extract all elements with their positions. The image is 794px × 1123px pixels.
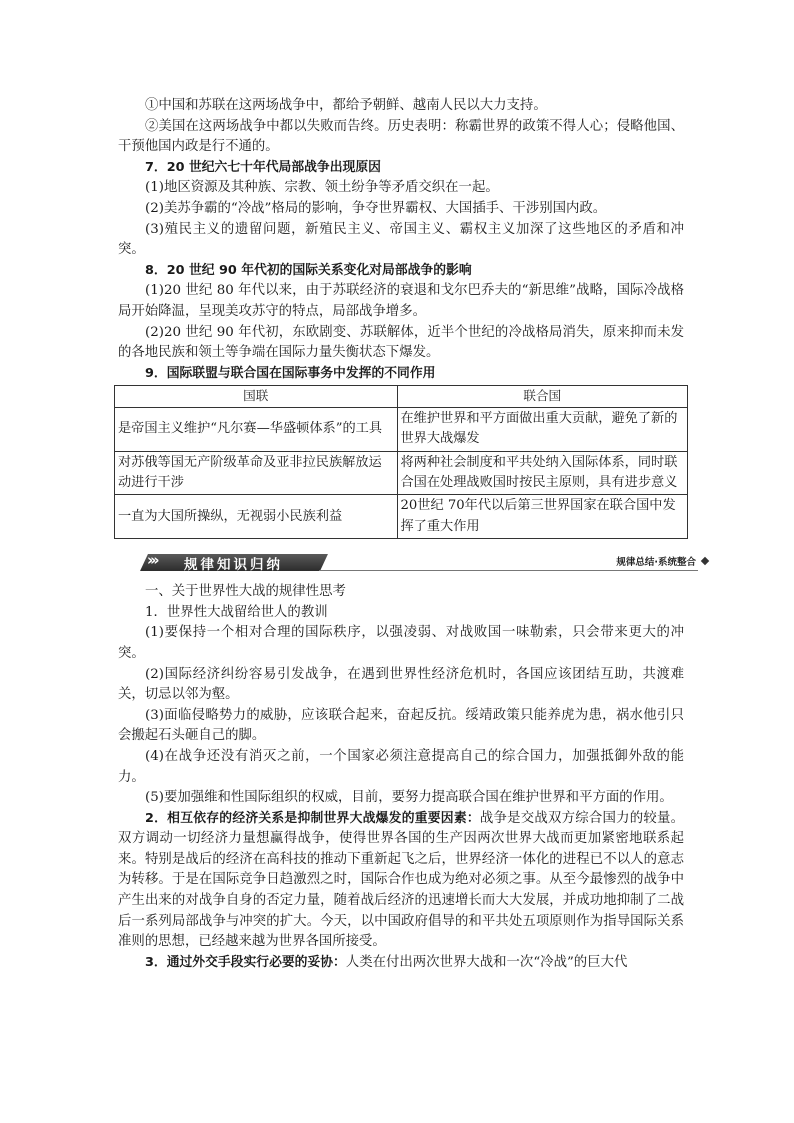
banner-title: 规律知识归纳 xyxy=(184,557,283,574)
table-row xyxy=(115,495,688,539)
table-row xyxy=(115,451,688,495)
paragraph-7-2: (2)美苏争霸的“冷战”格局的影响，争夺世界霸权、大国插手、干涉别国内政。 xyxy=(145,200,607,216)
paragraph-1-2: (2)国际经济纠纷容易引发战争，在遇到世界性经济危机时，各国应该团结互助，共渡难关，切忌以邻为壑。 xyxy=(118,666,684,703)
paragraph-3-body: 人类在付出两次世界大战和一次“冷战”的巨大代 xyxy=(345,954,628,970)
heading-1: 1．世界性大战留给世人的教训 xyxy=(145,604,328,620)
table-row xyxy=(115,407,688,451)
paragraph-us-failure: ②美国在这两场战争中都以失败而告终。历史表明：称霸世界的政策不得人心；侵略他国、干预他国内政是行不通的。 xyxy=(118,118,684,155)
table-header-row xyxy=(115,386,688,407)
paragraph-1-3: (3)面临侵略势力的威胁，应该联合起来，奋起反抗。绥靖政策只能养虎为患，祸水他引只会搬起石头砸自己的脚。 xyxy=(118,707,684,744)
table-cell: 是帝国主义维护“凡尔赛—华盛顿体系”的工具 xyxy=(115,407,398,451)
table-cell: 20世纪 70年代以后第三世界国家在联合国中发挥了重大作用 xyxy=(397,495,688,539)
paragraph-8-1: (1)20 世纪 80 年代以来，由于苏联经济的衰退和戈尔巴乔夫的“新思维”战略，国际冷战格局开始降温，呈现美攻苏守的特点，局部战争增多。 xyxy=(118,283,684,319)
paragraph-7-3: (3)殖民主义的遗留问题，新殖民主义、帝国主义、霸权主义加深了这些地区的矛盾和冲突。 xyxy=(118,221,684,258)
table-header-league: 国联 xyxy=(115,386,398,407)
table-cell: 在维护世界和平方面做出重大贡献，避免了新的世界大战爆发 xyxy=(397,407,688,451)
paragraph-1-1: (1)要保持一个相对合理的国际秩序，以强凌弱、对战败国一味勒索，只会带来更大的冲突。 xyxy=(118,625,684,661)
banner-divider xyxy=(319,570,698,571)
paragraph-8-2: (2)20 世纪 90 年代初，东欧剧变、苏联解体，近半个世纪的冷战格局消失，原来抑而未发的各地民族和领土等争端在国际力量失衡状态下爆发。 xyxy=(118,324,684,361)
table-header-un: 联合国 xyxy=(397,386,688,407)
section-banner xyxy=(114,551,708,573)
banner-subtitle: 规律总结·系统整合 xyxy=(616,557,696,569)
paragraph-1-5: (5)要加强维和性国际组织的权威，目前，要努力提高联合国在维护世界和平方面的作用。 xyxy=(145,790,673,806)
table-cell: 一直为大国所操纵，无视弱小民族利益 xyxy=(115,495,398,539)
paragraph-1-4: (4)在战争还没有消灭之前，一个国家必须注意提高自己的综合国力，加强抵御外敌的能力。 xyxy=(118,748,684,785)
paragraph-3-lead: 3．通过外交手段实行必要的妥协： xyxy=(145,954,346,970)
heading-8: 8．20 世纪 90 年代初的国际关系变化对局部战争的影响 xyxy=(145,262,472,278)
comparison-table xyxy=(114,385,688,539)
table-cell: 对苏俄等国无产阶级革命及亚非拉民族解放运动进行干涉 xyxy=(115,451,398,495)
paragraph-7-1: (1)地区资源及其种族、宗教、领土纷争等矛盾交织在一起。 xyxy=(145,180,499,196)
table-cell: 将两种社会制度和平共处纳入国际体系，同时联合国在处理战败国时按民主原则，具有进步意义 xyxy=(397,451,688,495)
section-1-title: 一、关于世界性大战的规律性思考 xyxy=(145,584,346,600)
paragraph-2-body: 战争是交战双方综合国力的较量。双方调动一切经济力量想赢得战争，使得世界各国的生产因两次世界大战而更加紧密地联系起来。特别是战后的经济在高科技的推动下重新起飞之后，世界经济一体化的进程已不以人的意志为转移。于是在国际竞争日趋激烈之时，国际合作也成为绝对必须之事。从至今最惨烈的战争中产生出来的对战争自身的否定力量，随着战后经济的迅速增长而大大发展，并成功地抑制了二战后一系列局部战争与冲突的扩大。今天，以中国政府倡导的和平共处五项原则作为指导国际关系准则的思想，已经越来越为世界各国所接受。 xyxy=(118,810,685,950)
paragraph-2-lead: 2．相互依存的经济关系是抑制世界大战爆发的重要因素： xyxy=(145,810,480,826)
heading-7: 7．20 世纪六七十年代局部战争出现原因 xyxy=(145,159,381,175)
heading-9: 9．国际联盟与联合国在国际事务中发挥的不同作用 xyxy=(145,365,436,381)
diamond-icon xyxy=(701,557,709,565)
paragraph-2 xyxy=(118,809,684,953)
paragraph-3 xyxy=(118,953,684,974)
page-content xyxy=(118,96,696,973)
double-chevron-icon: ››› xyxy=(147,551,157,570)
paragraph-support: ①中国和苏联在这两场战争中，都给予朝鲜、越南人民以大力支持。 xyxy=(145,98,547,113)
